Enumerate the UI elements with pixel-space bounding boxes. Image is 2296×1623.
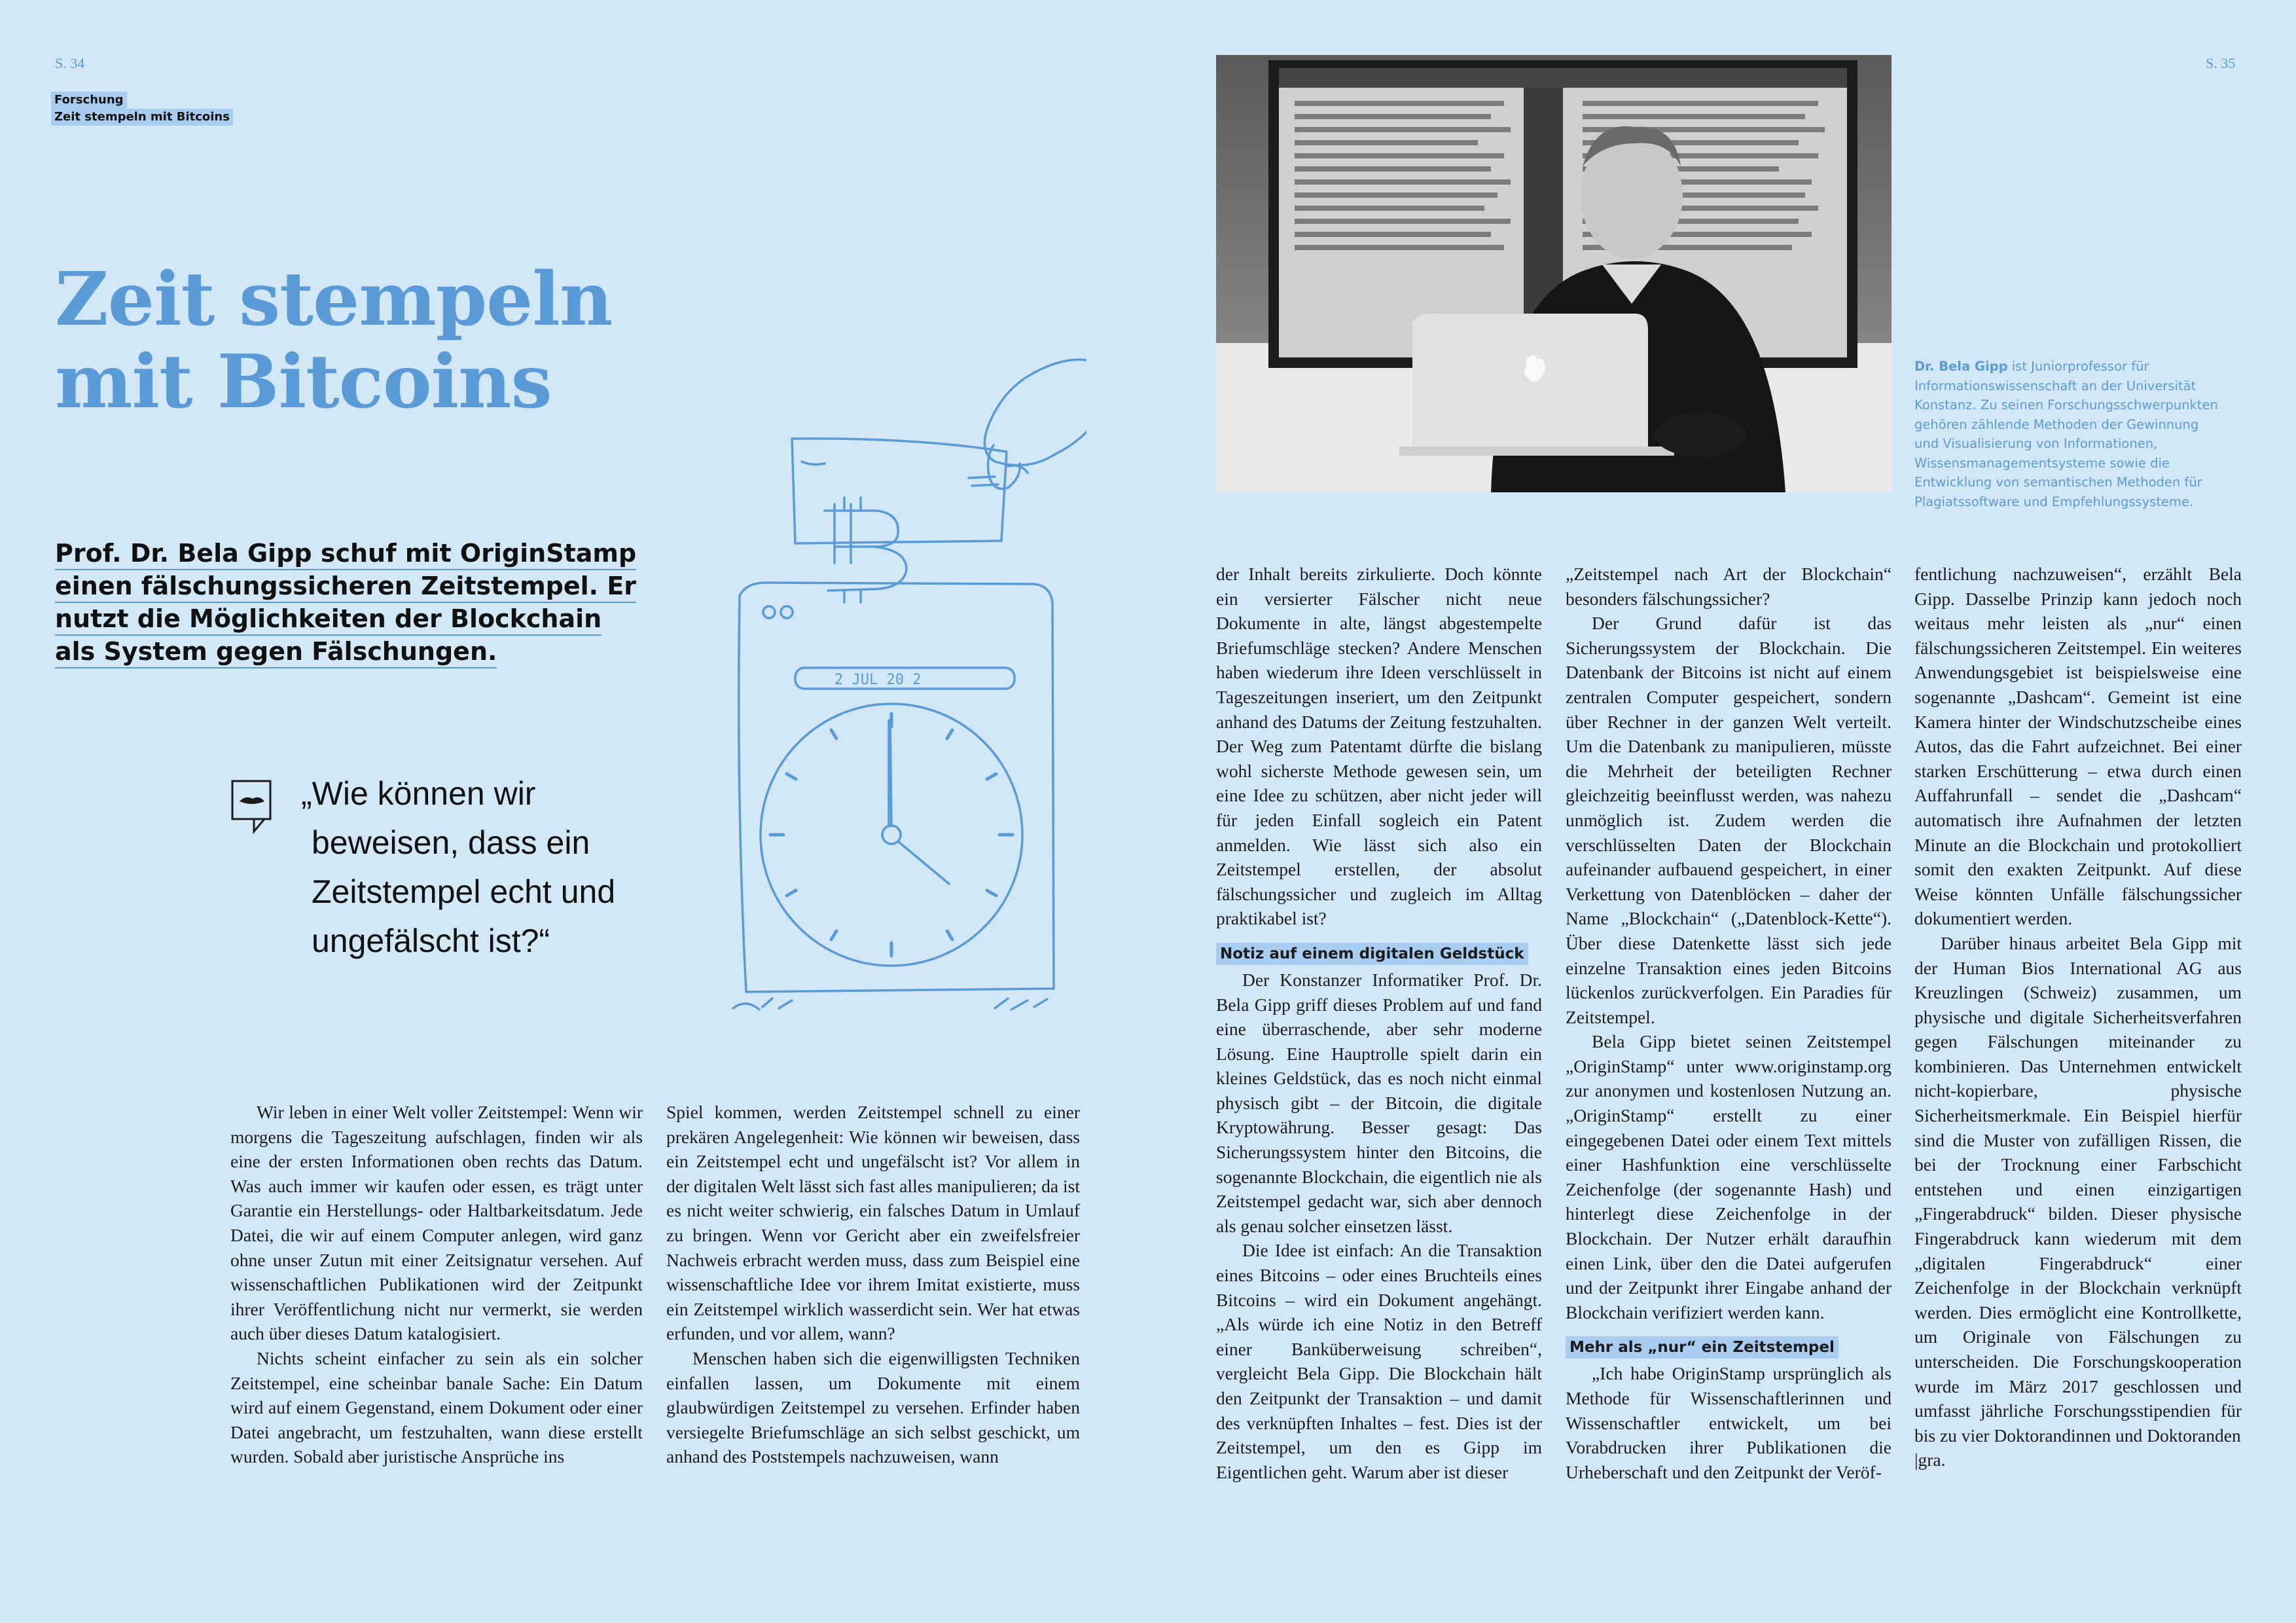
section-tag: Forschung [51,92,127,109]
text-column-2 [666,1100,1080,1469]
title-line-1: Zeit stempeln [55,257,613,342]
c3-paragraph-3: Die Idee ist einfach: An die Transaktion eines Bitcoins – oder eines Bruchteils eines Bitcoins – wird ein Dokument angehängt. „Als würde ich eine Notiz in den Betreff einer Banküberweisung schreiben“, vergleicht Bela Gipp. Die Blockchain hält den Zeitpunkt der Transaktion – und damit des verknüpften Inhaltes – fest. Dies ist der Zeitstempel, um den es Gipp im Eigentlichen geht. Warum aber ist dieser [1216,1240,1542,1482]
c1-paragraph-1: Wir leben in einer Welt voller Zeitstempel: Wenn wir morgens die Tageszeitung aufschlagen, finden wir als eine der ersten Informationen oben rechts das Datum. Was auch immer wir kaufen oder essen, es trägt unter Garantie ein Herstellungs- oder Haltbarkeitsdatum. Jede Datei, die wir auf einem Computer anlegen, wird ganz ohne unser Zutun mit einer Zeitsignatur versehen. Auf wissenschaftlichen Publikationen wird der Zeitpunkt ihrer Veröffentlichung nicht nur vermerkt, sie werden auch über dieses Datum katalogisiert. [230,1102,643,1344]
c5-paragraph-2: Darüber hinaus arbeitet Bela Gipp mit der Human Bios International AG aus Kreuzlingen (Schweiz) zusammen, um physische und digitale Sicherheitsverfahren gegen Fälschungen miteinander zu kombinieren. Das Unternehmen entwickelt nicht-kopierbare, physische Sicherheitsmerkmale. Ein Beispiel hierfür sind die Muster von zufälligen Rissen, die bei der Trocknung einer Farbschicht entstehen und einen einzigartigen „Fingerabdruck“ bilden. Dieser physische Fingerabdruck kann wiederum mit dem „digitalen Fingerabdruck“ einer Zeichenfolge in der Blockchain verknüpft werden. Dies ermöglicht eine Kontrollkette, um Originale von Fälschungen zu unterscheiden. Die Forschungskooperation wurde im März 2017 geschlossen und umfasst jährliche Forschungsstipendien für bis zu vier Doktorandinnen und Doktoranden [1914,932,2242,1446]
c4-subheading: Mehr als „nur“ ein Zeitstempel [1566,1336,1839,1359]
c5-paragraph-1: fentlichung nachzuweisen“, erzählt Bela Gipp. Dasselbe Prinzip kann jedoch noch weitaus mehr leisten als „nur“ einen fälschungssicheren Zeitstempel. Ein weiteres Anwendungsgebiet ist beispielsweise eine sogenannte „Dashcam“. Gemeint ist eine Kamera hinter der Windschutzscheibe eines Autos, das die Fahrt aufzeichnet. Bei einer starken Erschütterung – etwa durch einen Auffahrunfall – sendet die „Dashcam“ automatisch ihre Aufnahmen der letzten Minute an die Blockchain und protokolliert somit den exakten Zeitpunkt. Auf diese Weise könnten Unfälle fälschungssicher dokumentiert werden. [1914,564,2242,929]
time-stamp-clock-illustration [720,347,1086,1028]
caption-text: ist Juniorprofessor für Informationswissenschaft an der Universität Konstanz. Zu seinen Forschungsschwerpunkten gehören zählende Methoden der Gewinnung und Visualisierung von Informationen, Wissensmanagementsysteme sowie die Entwicklung von semantischen Methoden für Plagiatssoftware und Empfehlungssysteme. [1914,359,2218,509]
text-column-1 [230,1100,643,1469]
portrait-photo-drawing [1216,55,1892,492]
portrait-photo [1216,55,1892,492]
text-column-3 [1216,562,1542,1484]
c3-paragraph-1: der Inhalt bereits zirkulierte. Doch könnte ein versierter Fälscher nicht neue Dokumente in alte, längst abgestempelte Briefumschläge stecken? Andere Menschen haben wiederum ihre Ideen verschlüsselt in Tageszeitungen inseriert, um den Zeitpunkt anhand des Datums der Zeitung festzuhalten. Der Weg zum Patentamt dürfte die bislang wohl sicherste Methode gewesen sein, um eine Idee zu schützen, aber nicht jeder will für jeden Einfall sogleich ein Patent anmelden. Wie lässt sich also ein Zeitstempel erstellen, der absolut fälschungssicher und zugleich im Alltag praktikabel ist? [1216,564,1542,929]
text-column-5 [1914,562,2242,1472]
text-column-4 [1566,562,1892,1484]
c2-paragraph-2: Menschen haben sich die eigenwilligsten Techniken einfallen lassen, um Dokumente mit einem glaubwürdigen Zeitstempel zu versehen. Erfinder haben versiegelte Briefumschläge an sich selbst geschickt, um anhand des Poststempels nachzuweisen, wann [666,1347,1080,1467]
speech-bubble-icon [230,779,274,834]
stamp-date-text: 2 JUL 20 2 [834,672,922,688]
page-number-left: S. 34 [55,55,85,71]
c1-paragraph-2: Nichts scheint einfacher zu sein als ein solcher Zeitstempel, eine scheinbar banale Sache: Ein Datum wird auf einem Gegenstand, einem Dokument oder einer Datei angebracht, um festzuhalten, wann diese erstellt wurden. Sobald aber juristische Ansprüche ins [230,1347,643,1467]
photo-caption [1914,357,2222,511]
caption-name: Dr. Bela Gipp [1914,359,2008,374]
c4-paragraph-1: „Zeitstempel nach Art der Blockchain“ besonders fälschungssicher? [1566,564,1892,609]
article-lead [55,537,644,668]
c5-signature: |gra. [1914,1450,1946,1470]
c3-paragraph-2: Der Konstanzer Informatiker Prof. Dr. Bela Gipp griff dieses Problem auf und fand eine überraschende, aber sehr moderne Lösung. Eine Hauptrolle spielt darin ein kleines Geldstück, das es noch nicht einmal physisch gibt – der Bitcoin, die digitale Kryptowährung. Besser gesagt: Das Sicherungssystem hinter den Bitcoins, die sogenannte Blockchain, die eigentlich nie als Zeitstempel gedacht war, sich aber dennoch als genau solcher einsetzen lässt. [1216,969,1542,1236]
c2-paragraph-1: Spiel kommen, werden Zeitstempel schnell zu einer prekären Angelegenheit: Wie können wir beweisen, dass ein Zeitstempel echt und ungefälscht ist? Vor allem in der digitalen Welt lässt sich fast alles manipulieren; da ist es nicht weiter schwierig, ein falsches Datum in Umlauf zu bringen. Wenn vor Gericht aber ein zweifelsfreier Nachweis erbracht werden muss, dass zum Beispiel eine wissenschaftliche Idee vor ihrem Imitat existierte, muss ein Zeitstempel wirklich wasserdicht sein. Wer hat etwas erfunden, und vor allem, wann? [666,1102,1080,1344]
c3-subheading: Notiz auf einem digitalen Geldstück [1216,943,1528,965]
c4-paragraph-2: Der Grund dafür ist das Sicherungssystem der Blockchain. Die Datenbank der Bitcoins ist nicht auf einem zentralen Computer gespeichert, sondern über Rechner in der ganzen Welt verteilt. Um die Datenbank zu manipulieren, müsste die Mehrheit der beteiligten Rechner gleichzeitig beeinflusst werden, was nahezu unmöglich ist. Zudem werden die verschlüsselten Daten der Blockchain aufeinander aufbauend gespeichert, in einer Verkettung von Datenblöcken – daher der Name „Blockchain“ („Datenblock-Kette“). Über diese Datenkette lässt sich jede einzelne Transaktion eines jeden Bitcoins lückenlos zurückverfolgen. Ein Paradies für Zeitstempel. [1566,613,1892,1027]
c4-paragraph-4: „Ich habe OriginStamp ursprünglich als Methode für Wissenschaftlerinnen und Wissenschaftler entwickelt, um bei Vorabdrucken ihrer Publikationen die Urheberschaft und den Zeitpunkt der Veröf- [1566,1363,1892,1482]
article-title [55,259,644,424]
section-subtitle: Zeit stempeln mit Bitcoins [51,109,233,126]
section-tag-block [51,92,233,126]
page-number-right: S. 35 [2206,55,2236,71]
title-line-2: mit Bitcoins [55,339,552,425]
pull-quote: „Wie können wir beweisen, dass ein Zeitstempel echt und ungefälscht ist?“ [301,775,616,959]
lead-text: Prof. Dr. Bela Gipp schuf mit OriginStamp einen fälschungssicheren Zeitstempel. Er nutzt die Möglichkeiten der Blockchain als System gegen Fälschungen. [55,539,636,668]
c4-paragraph-3: Bela Gipp bietet seinen Zeitstempel „OriginStamp“ unter www.originstamp.org zur anonymen und kostenlosen Nutzung an. „OriginStamp“ erstellt zu einer eingegebenen Datei oder einem Text mittels einer Hashfunktion eine verschlüsselte Zeichenfolge (der sogenannte Hash) und hinterlegt diese Zeichenfolge in der Blockchain. Der Nutzer erhält daraufhin einen Link, über den die Datei aufgerufen und der Zeitpunkt ihrer Eingabe anhand der Blockchain verifiziert werden kann. [1566,1031,1892,1322]
